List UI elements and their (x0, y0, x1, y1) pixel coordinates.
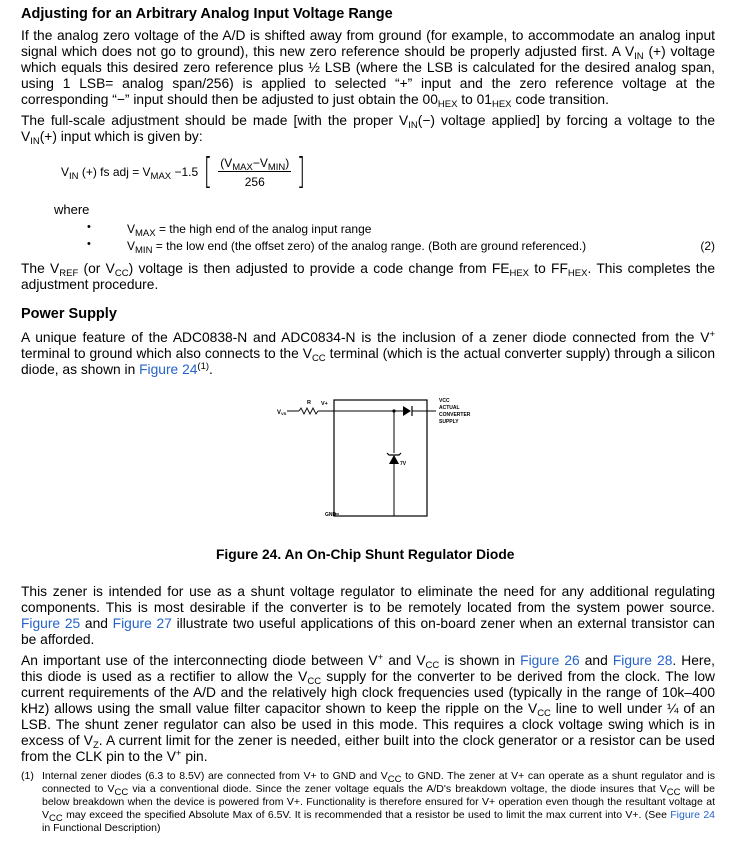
subscript: IN (30, 136, 40, 147)
resistor-symbol (299, 408, 318, 414)
paragraph-vref-adjust (21, 261, 715, 293)
text-run: V (127, 222, 136, 236)
subscript: IN (408, 120, 418, 131)
subscript: MAX (150, 171, 172, 182)
label-vcc-supply: SUPPLY (439, 419, 459, 425)
subscript: CC (425, 660, 440, 671)
label-vs-text: VS (281, 411, 287, 416)
text-run: ) (285, 155, 290, 170)
zener-diode-symbol (389, 455, 399, 464)
superscript: + (709, 329, 715, 340)
figure-24-caption: Figure 24. An On-Chip Shunt Regulator Diode (216, 547, 515, 562)
subscript: CC (114, 268, 129, 279)
text-run: . (209, 362, 213, 377)
text-run: Internal zener diodes (6.3 to 8.5V) are connected from V+ to GND and V (42, 770, 388, 782)
equation-lhs (61, 165, 199, 182)
subscript: CC (387, 774, 402, 785)
subscript: CC (114, 787, 129, 798)
subscript: CC (49, 813, 63, 824)
label-zener-voltage: 7V (400, 461, 407, 467)
footnote-ref: (1) (197, 361, 210, 372)
footnote-text (42, 770, 715, 835)
subscript: CC (307, 676, 322, 687)
text-run: (V (220, 155, 233, 170)
section-heading-adjusting: Adjusting for an Arbitrary Analog Input Voltage Range (21, 6, 393, 22)
text-run: via a conventional diode. Since the zener voltage equals the A/D's breakdown voltage, the diode insures that V (128, 783, 667, 795)
text-run: = the high end of the analog input range (155, 222, 372, 236)
definition-text (127, 222, 372, 239)
subscript: HEX (567, 268, 588, 279)
label-vcc-converter: CONVERTER (439, 412, 471, 418)
equation-number: (2) (700, 239, 715, 253)
superscript: + (377, 652, 384, 663)
text-run: (+) input which is given by: (39, 129, 203, 144)
zener-bar (387, 453, 401, 455)
text-run: If the analog zero voltage of the A/D is shifted away from ground (for example, to accommodate an analog input signal which does not go to ground), this new zero reference should be properly adjusted first. A V (21, 28, 715, 59)
text-run: illustrate two useful applications of this on-board zener when an external transistor can be afforded. (21, 616, 715, 647)
text-run: in Functional Description) (42, 822, 161, 834)
label-gnd: GND (325, 512, 337, 518)
subscript: CC (537, 708, 551, 719)
text-run: to GND. The zener at V+ can operate as a shunt regulator and is connected to V (42, 770, 716, 795)
bullet: • (87, 238, 91, 250)
text-run: is shown in (439, 653, 521, 668)
left-bracket: [ (203, 151, 213, 192)
text-run: An important use of the interconnecting diode between V (21, 653, 378, 668)
label-r: R (307, 400, 311, 406)
text-run: . This completes the adjustment procedure. (21, 261, 715, 292)
subscript: MIN (267, 161, 286, 173)
superscript: + (175, 748, 182, 759)
where-label: where (54, 202, 90, 217)
subscript: HEX (509, 268, 530, 279)
text-run: supply for the converter to be derived from the clock. The low current requirements of the A/D and the relatively high clock frequencies used (typically in the range of 10k–400 kHz) allows using the small value filter capacitor shown to keep the ripple on the V (21, 669, 715, 716)
chip-outline (334, 400, 427, 516)
label-vcc-actual: ACTUAL (439, 405, 460, 411)
fraction-numerator (218, 156, 291, 172)
text-run: code transition. (511, 92, 609, 107)
text-run: pin. (181, 749, 208, 764)
fraction (218, 156, 291, 189)
link-figure-26[interactable]: Figure 26 (520, 653, 580, 668)
equation-fs-adjust (61, 151, 311, 192)
subscript: IN (69, 171, 79, 182)
text-run: and (80, 616, 113, 631)
subscript: IN (634, 51, 644, 62)
link-figure-24[interactable]: Figure 24 (139, 362, 198, 377)
text-run: V (127, 239, 136, 253)
definition-text (127, 239, 587, 256)
subscript: CC (666, 787, 681, 798)
text-run: (+) voltage which equals this desired zero reference plus ½ LSB (where the LSB is calculated for the desired analog span, using 1 LSB= analog span/256) is applied to selected “+” input and the zero reference voltage at the corresponding “−” input should then be adjusted to just obtain the 00 (21, 44, 715, 107)
paragraph-rectifier-use (21, 653, 715, 765)
diode-symbol (403, 406, 411, 416)
link-figure-27[interactable]: Figure 27 (112, 616, 172, 631)
figure-24-schematic (271, 392, 471, 527)
subscript: HEX (491, 99, 512, 110)
subscript: REF (59, 268, 79, 279)
subscript: HEX (437, 99, 458, 110)
label-vplus: V+ (321, 401, 328, 407)
text-run: ) voltage is then adjusted to provide a code change from FE (128, 261, 510, 276)
text-run: and V (383, 653, 426, 668)
paragraph-shunt-regulator (21, 584, 715, 648)
text-run: and (579, 653, 613, 668)
text-run: −1.5 (171, 165, 199, 179)
text-run: to FF (529, 261, 568, 276)
text-run: will be below breakdown when the device is powered from V+. Functionality is therefore ensured for V+ operation even though the resultant voltage at V (42, 783, 715, 821)
subscript: MAX (135, 228, 156, 239)
subscript: CC (311, 353, 326, 364)
bullet: • (87, 221, 91, 233)
fraction-denominator: 256 (244, 174, 265, 189)
link-figure-25[interactable]: Figure 25 (21, 616, 81, 631)
label-vcc: VCC (439, 398, 450, 404)
text-run: may exceed the specified Absolute Max of 6.5V. It is recommended that a resistor be used to limit the max current into V+. (See (62, 809, 671, 821)
link-figure-24-footnote[interactable]: Figure 24 (670, 809, 716, 821)
text-run: The full-scale adjustment should be made [with the proper V (21, 113, 409, 128)
right-bracket: ] (297, 151, 306, 192)
section-heading-power-supply: Power Supply (21, 306, 117, 322)
text-run: line to well under ¼ of an LSB. The shunt zener regulator can also be used in this mode. This requires a clock voltage swing which is in excess of V (21, 701, 715, 748)
footnote-marker: (1) (21, 770, 34, 782)
text-run: (or V (78, 261, 115, 276)
text-run: The V (21, 261, 60, 276)
text-run: . A current limit for the zener is needed, either built into the clock generator or a resistor can be used from the CLK pin to the V (21, 733, 715, 764)
subscript: MIN (135, 245, 153, 256)
label-vs: VVS (277, 410, 287, 416)
text-run: . Here, this diode is used as a rectifier to allow the V (21, 653, 716, 684)
text-run: = the low end (the offset zero) of the analog range. (Both are ground referenced.) (152, 239, 587, 253)
text-run: (−) voltage applied] by forcing a voltage to the V (21, 113, 715, 144)
text-run: This zener is intended for use as a shunt voltage regulator to eliminate the need for any additional regulating components. This is most desirable if the converter is to be remotely located from the system power source. (21, 584, 715, 615)
text-run: (+) fs adj = V (78, 165, 151, 179)
paragraph-zero-adjust (21, 28, 715, 108)
subscript: MAX (232, 161, 253, 173)
text-run: −V (252, 155, 268, 170)
text-run: to 01 (457, 92, 492, 107)
text-run: V (61, 165, 70, 179)
subscript: Z (92, 740, 99, 751)
paragraph-zener-feature (21, 330, 715, 378)
link-figure-28[interactable]: Figure 28 (612, 653, 673, 668)
paragraph-full-scale (21, 113, 715, 145)
text-run: terminal to ground which also connects to the V (21, 346, 312, 361)
text-run: A unique feature of the ADC0838-N and ADC0834-N is the inclusion of a zener diode connected from the V (21, 330, 710, 345)
text-run: terminal (which is the actual converter supply) through a silicon diode, as shown in (21, 346, 715, 377)
